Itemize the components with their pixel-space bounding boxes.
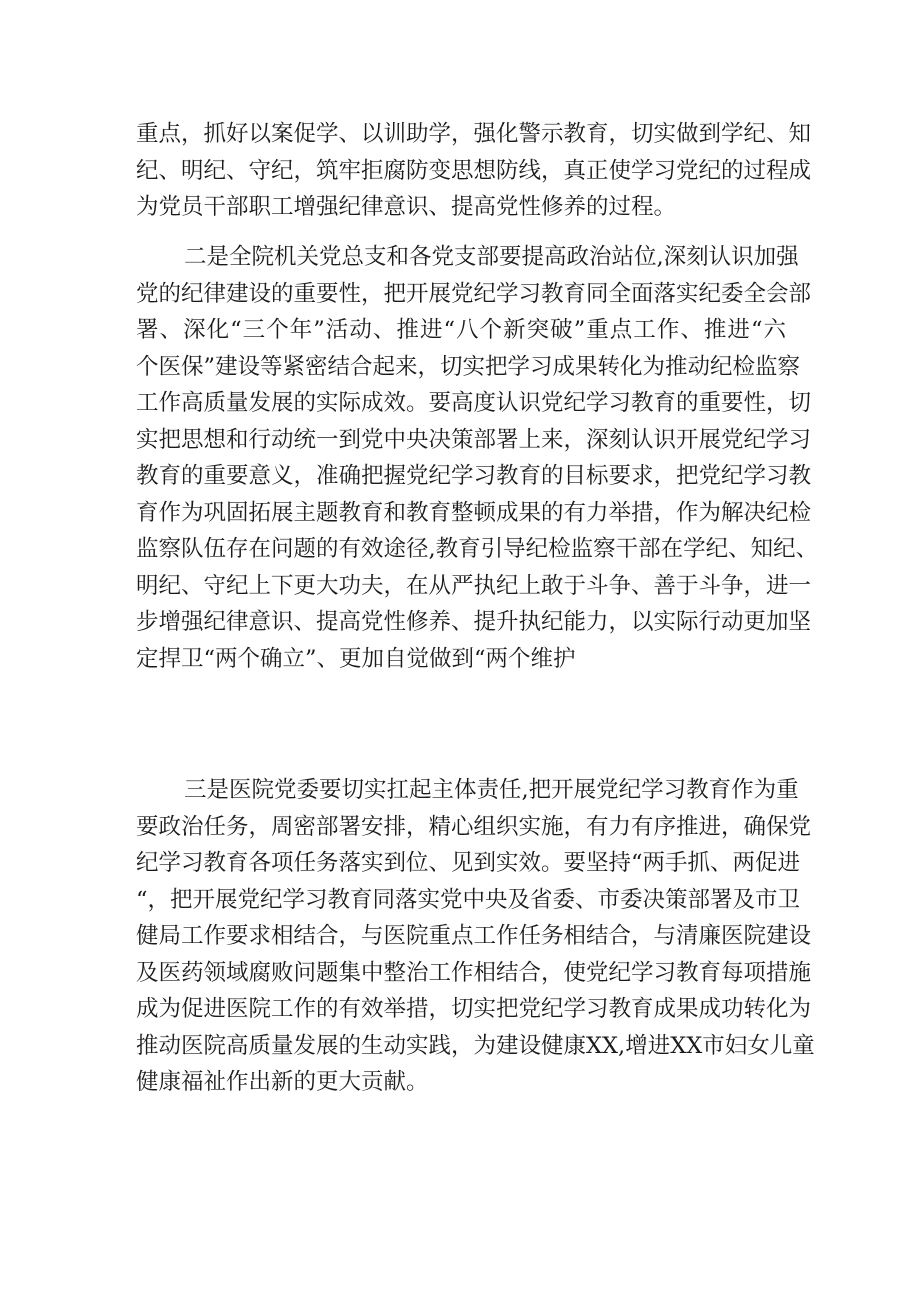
paragraph-3 [136,772,815,1101]
text-line: 党的纪律建设的重要性，把开展党纪学习教育同全面落实纪委全会部 [136,280,812,307]
text-line: 实把思想和行动统一到党中央决策部署上来，深刻认识开展党纪学习 [136,426,812,453]
text-line: 重点，抓好以案促学、以训助学，强化警示教育，切实做到学纪、知 [136,121,812,147]
text-line: 署、深化“三个年”活动、推进“八个新突破”重点工作、推进“六 [136,317,786,343]
text-line: 成为促进医院工作的有效举措，切实把党纪学习教育成果成功转化为 [136,996,812,1022]
paragraph-1 [136,116,812,226]
text-line: 步增强纪律意识、提高党性修养、提升执纪能力，以实际行动更加坚 [136,609,812,635]
text-line: 为党员干部职工增强纪律意识、提高党性修养的过程。 [136,194,677,220]
text-line: 二是全院机关党总支和各党支部要提高政治站位,深刻认识加强 [184,244,799,270]
text-line: 个医保”建设等紧密结合起来，切实把学习成果转化为推动纪检监察 [136,353,801,380]
text-line: 纪学习教育各项任务落实到位、见到实效。要坚持“两手抓、两促进 [136,850,801,876]
text-line: 纪、明纪、守纪，筑牢拒腐防变思想防线，真正使学习党纪的过程成 [136,157,812,184]
text-line: 健康福祉作出新的更大贡献。 [136,1069,429,1095]
text-line: 推动医院高质量发展的生动实践，为建设健康XX,增进XX市妇女儿童 [136,1032,815,1059]
text-line: 健局工作要求相结合，与医院重点工作任务相结合，与清廉医院建设 [136,923,812,949]
text-line: 工作高质量发展的实际成效。要高度认识党纪学习教育的重要性，切 [136,390,812,416]
text-line: 教育的重要意义，准确把握党纪学习教育的目标要求，把党纪学习教 [136,463,812,489]
paragraph-2 [136,239,819,677]
text-line: 要政治任务，周密部署安排，精心组织实施，有力有序推进，确保党 [136,813,812,840]
text-line: 明纪、守纪上下更大功夫，在从严执纪上敢于斗争、善于斗争，进一 [136,572,812,599]
text-line: 及医药领域腐败问题集中整治工作相结合，使党纪学习教育每项措施 [136,959,812,986]
text-line: 定捍卫“两个确立”、更加自觉做到“两个维护 [136,645,576,672]
text-line: “，把开展党纪学习教育同落实党中央及省委、市委决策部署及市卫 [136,886,801,913]
text-line: 育作为巩固拓展主题教育和教育整顿成果的有力举措，作为解决纪检 [136,499,812,526]
text-line: 监察队伍存在问题的有效途径,教育引导纪检监察干部在学纪、知纪、 [136,536,819,562]
text-line: 三是医院党委要切实扛起主体责任,把开展党纪学习教育作为重 [184,777,799,803]
